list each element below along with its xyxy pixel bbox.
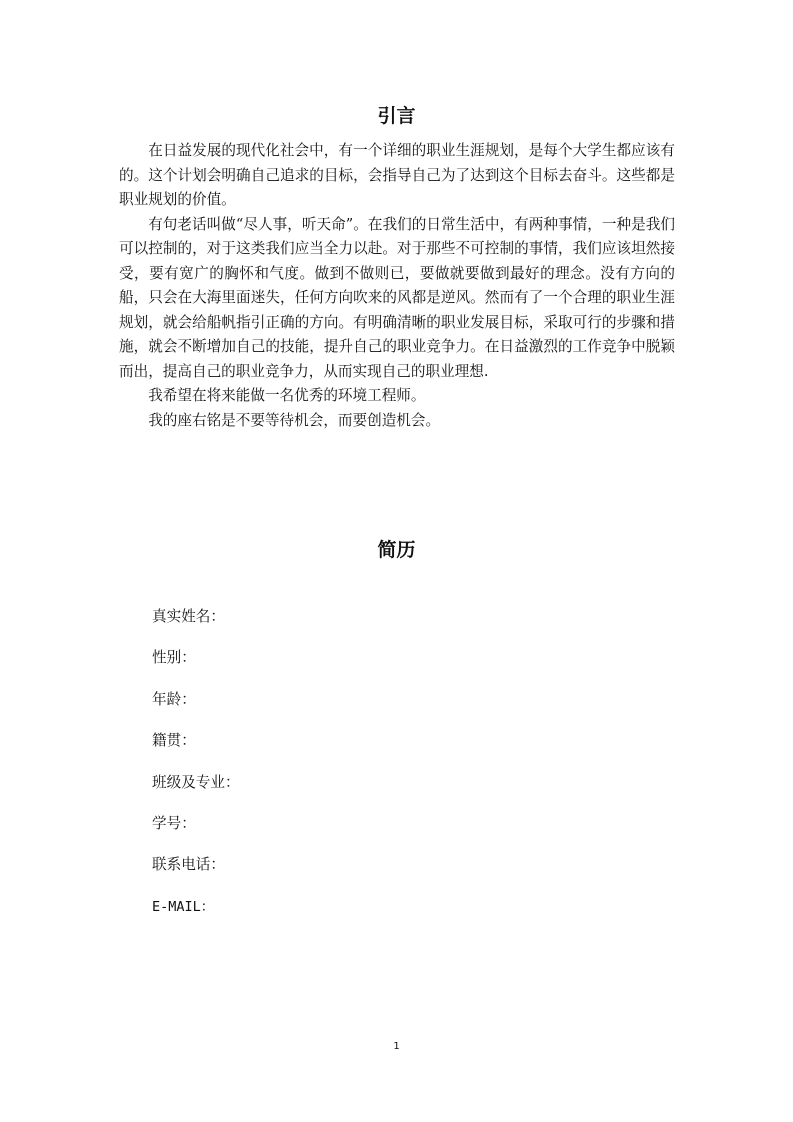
intro-paragraph-1: 在日益发展的现代化社会中，有一个详细的职业生涯规划，是每个大学生都应该有的。这个计划会明确自己追求的目标，会指导自己为了达到这个目标去奋斗。这些都是职业规划的价值。 bbox=[119, 142, 675, 208]
intro-paragraph-3: 我希望在将来能做一名优秀的环境工程师。 bbox=[148, 387, 426, 404]
intro-heading: 引言 bbox=[377, 105, 416, 127]
resume-field-email: E-MAIL： bbox=[152, 898, 215, 915]
resume-field-name: 真实姓名： bbox=[152, 608, 225, 625]
resume-field-list bbox=[152, 605, 240, 936]
resume-field-age: 年龄： bbox=[152, 690, 196, 708]
resume-field-gender: 性别： bbox=[152, 649, 196, 667]
intro-paragraph-4: 我的座右铭是不要等待机会，而要创造机会。 bbox=[148, 411, 441, 429]
resume-field-hometown: 籍贯： bbox=[152, 732, 196, 750]
intro-paragraph-2: 有句老话叫做“尽人事，听天命”。在我们的日常生活中，有两种事情，一种是我们可以控制的，对于这类我们应当全力以赴。对于那些不可控制的事情，我们应该坦然接受，要有宽广的胸怀和气度。做到不做则已，要做就要做到最好的理念。没有方向的船，只会在大海里面迷失，任何方向吹来的风都是逆风。然而有了一个合理的职业生涯规划，就会给船帆指引正确的方向。有明确清晰的职业发展目标，采取可行的步骤和措施，就会不断增加自己的技能，提升自己的职业竞争力。在日益激烈的工作竞争中脱颖而出，提高自己的职业竞争力，从而实现自己的职业理想. bbox=[119, 215, 675, 380]
resume-heading: 简历 bbox=[377, 539, 416, 561]
resume-field-student-id: 学号： bbox=[152, 814, 196, 832]
page-number: 1 bbox=[393, 1041, 400, 1052]
intro-body bbox=[119, 139, 675, 433]
resume-field-class-major: 班级及专业： bbox=[152, 773, 240, 791]
resume-field-phone: 联系电话： bbox=[152, 856, 225, 874]
